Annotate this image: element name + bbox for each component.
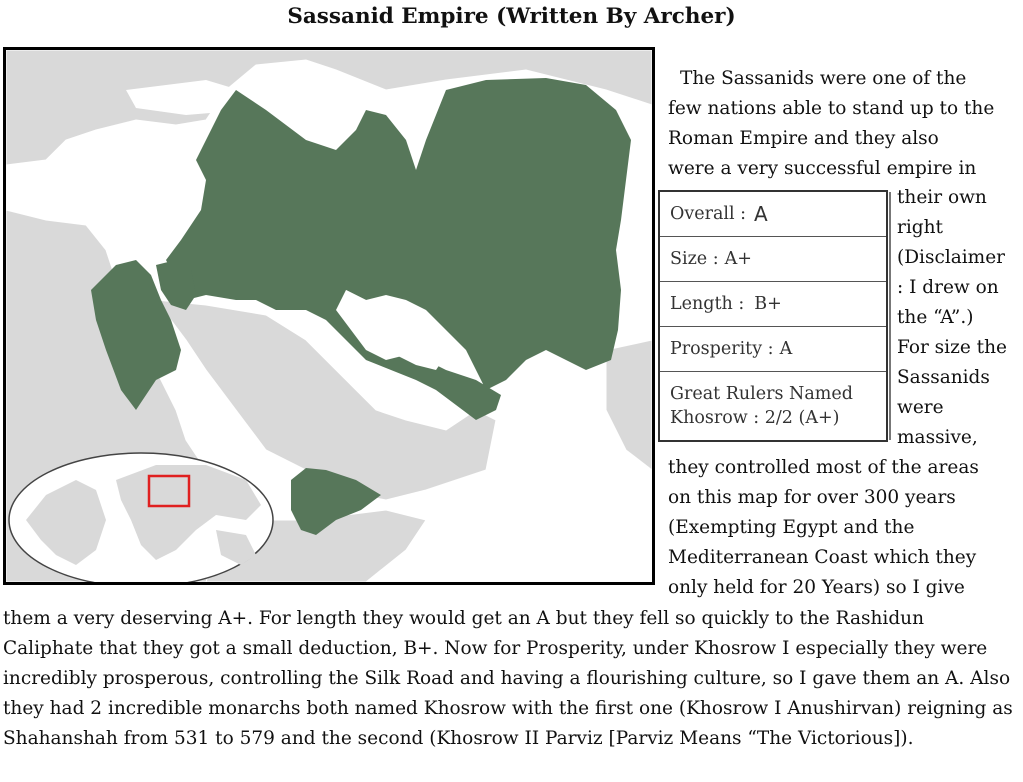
empire-map	[3, 47, 655, 585]
bottom-paragraph: them a very deserving A+. For length they would get an A but they fell so quickly to the Rashidun Caliphate that they got a small deduction, B+. Now for Prosperity, under Khosrow I especially they were incredibly prosperous, controlling the Silk Road and having a flourishing culture, so I gave them an A. Also they had 2 incredible monarchs both named Khosrow with the first one (Khosrow I Anushirvan) reigning as Shahanshah from 531 to 579 and the second (Khosrow II Parviz [Parviz Means “The Victorious]).	[3, 608, 1013, 749]
text-line: massive,	[897, 427, 978, 448]
text-line: Roman Empire and they also	[668, 128, 939, 149]
middle-paragraph	[668, 453, 979, 603]
text-line: The Sassanids were one of the	[680, 68, 967, 89]
grade-label: Overall :	[670, 204, 747, 224]
text-line: their own	[897, 187, 987, 208]
text-line: few nations able to stand up to the	[668, 98, 995, 119]
world-globe-inset	[9, 453, 273, 582]
grades-table	[658, 190, 888, 442]
map-svg	[6, 50, 652, 582]
text-line: were a very successful empire in	[668, 158, 977, 179]
grade-size	[660, 237, 886, 282]
text-line: on this map for over 300 years	[668, 487, 956, 508]
intro-paragraph	[668, 64, 994, 184]
grade-value: 2/2 (A+)	[764, 408, 840, 428]
text-line: the “A”.)	[897, 307, 974, 328]
grade-value: A	[754, 202, 768, 226]
grade-prosperity	[660, 327, 886, 372]
text-line: Sassanids	[897, 367, 990, 388]
grade-value: A	[779, 339, 793, 359]
grade-label: Great Rulers Named	[670, 384, 853, 404]
page-title: Sassanid Empire (Written By Archer)	[287, 4, 736, 29]
text-line: only held for 20 Years) so I give	[668, 577, 965, 598]
text-line: (Disclaimer	[897, 247, 1006, 268]
grade-label: Prosperity :	[670, 339, 774, 359]
grade-rulers	[660, 372, 886, 440]
grade-value: B+	[754, 294, 782, 314]
grade-label: Khosrow :	[670, 408, 760, 428]
text-line: Mediterranean Coast which they	[668, 547, 977, 568]
grade-label: Size :	[670, 249, 719, 269]
grade-label: Length :	[670, 294, 745, 314]
text-line: : I drew on	[897, 277, 999, 298]
side-paragraph	[897, 183, 1007, 453]
text-line: right	[897, 217, 943, 238]
grade-length	[660, 282, 886, 327]
grade-overall	[660, 192, 886, 237]
text-line: For size the	[897, 337, 1007, 358]
grade-value: A+	[724, 249, 752, 269]
text-line: (Exempting Egypt and the	[668, 517, 915, 538]
text-line: they controlled most of the areas	[668, 457, 979, 478]
text-line: were	[897, 397, 944, 418]
